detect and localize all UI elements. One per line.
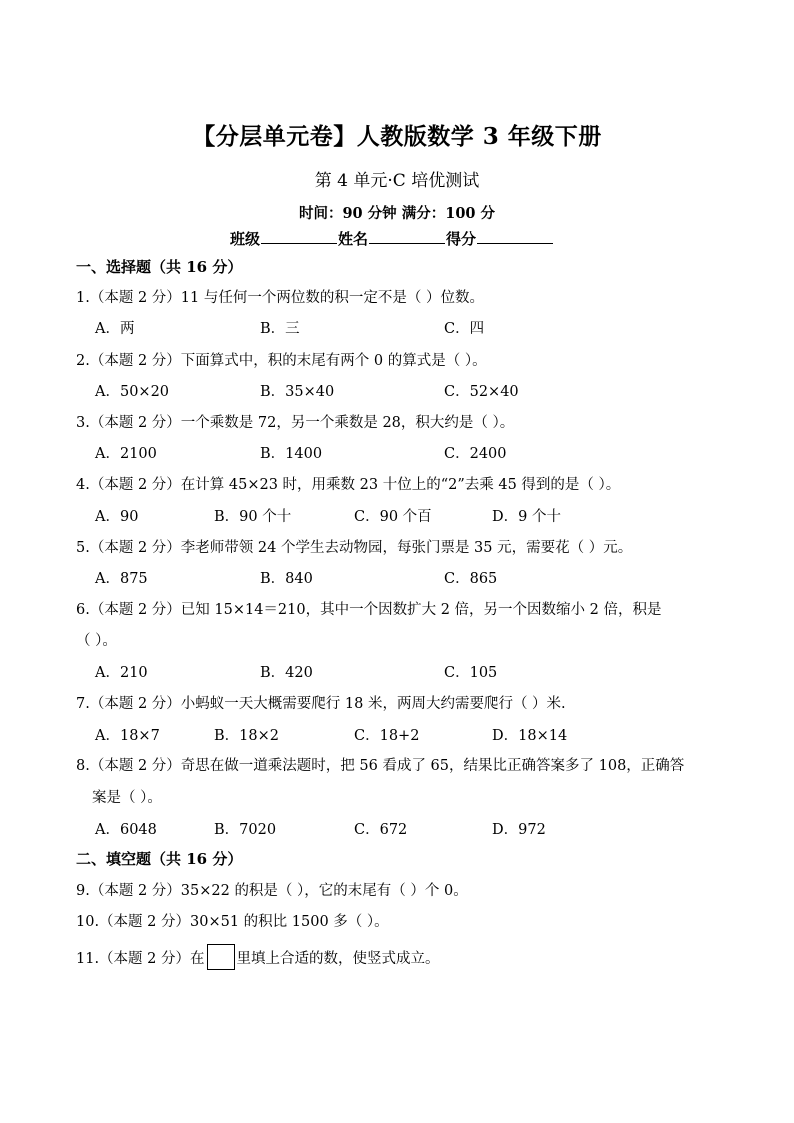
question-8-cont: 案是（ ）。 [92,790,162,806]
question-2: 2.（本题 2 分）下面算式中，积的末尾有两个 0 的算式是（ ）。 [76,353,487,369]
exam-meta: 时间：90 分钟 满分：100 分 [298,205,496,222]
class-blank[interactable] [261,229,337,244]
question-9: 9.（本题 2 分）35×22 的积是（ ），它的末尾有（ ）个 0。 [76,883,468,899]
option-4d[interactable]: D．9 个十 [492,509,561,525]
option-5b[interactable]: B．840 [260,571,313,587]
option-2c[interactable]: C．52×40 [444,384,519,400]
question-6-cont: （ ）。 [76,633,117,649]
option-6b[interactable]: B．420 [260,665,313,681]
option-5c[interactable]: C．865 [444,571,498,587]
name-label: 姓名 [338,230,369,248]
question-3: 3.（本题 2 分）一个乘数是 72，另一个乘数是 28，积大约是（ ）。 [76,415,515,431]
name-blank[interactable] [369,229,445,244]
option-6c[interactable]: C．105 [444,665,498,681]
class-label: 班级 [230,230,261,248]
question-4: 4.（本题 2 分）在计算 45×23 时，用乘数 23 十位上的“2”去乘 45 得到的是（ ）。 [76,477,621,493]
score-label: 得分 [446,230,477,248]
option-8b[interactable]: B．7020 [214,822,277,838]
option-7c[interactable]: C．18+2 [354,728,420,744]
option-7d[interactable]: D．18×14 [492,728,568,744]
question-11-before: 11.（本题 2 分）在 [76,951,205,967]
page-title: 【分层单元卷】人教版数学 3 年级下册 [192,123,602,150]
option-3c[interactable]: C．2400 [444,446,507,462]
option-3b[interactable]: B．1400 [260,446,323,462]
question-5: 5.（本题 2 分）李老师带领 24 个学生去动物园，每张门票是 35 元，需要花（ ）元。 [76,540,633,556]
option-2a[interactable]: A．50×20 [95,384,170,400]
option-2b[interactable]: B．35×40 [260,384,335,400]
question-6: 6.（本题 2 分）已知 15×14＝210，其中一个因数扩大 2 倍，另一个因数缩小 2 倍，积是 [76,602,662,618]
score-blank[interactable] [477,229,553,244]
option-4a[interactable]: A．90 [95,509,139,525]
question-11 [76,946,440,972]
option-8c[interactable]: C．672 [354,822,408,838]
option-7a[interactable]: A．18×7 [95,728,160,744]
option-1a[interactable]: A．两 [95,321,135,337]
option-6a[interactable]: A．210 [95,665,148,681]
option-8d[interactable]: D．972 [492,822,546,838]
option-5a[interactable]: A．875 [95,571,148,587]
student-info [230,228,554,249]
question-11-after: 里填上合适的数，使竖式成立。 [236,951,440,967]
option-7b[interactable]: B．18×2 [214,728,279,744]
option-1c[interactable]: C．四 [444,321,485,337]
answer-box[interactable] [207,944,235,970]
option-3a[interactable]: A．2100 [95,446,157,462]
page-subtitle: 第 4 单元·C 培优测试 [314,171,480,191]
option-1b[interactable]: B．三 [260,321,300,337]
section-title-choice: 一、选择题（共 16 分） [76,258,243,276]
option-4b[interactable]: B．90 个十 [214,509,292,525]
question-8: 8.（本题 2 分）奇思在做一道乘法题时，把 56 看成了 65，结果比正确答案多了 108，正确答 [76,758,685,774]
question-1: 1.（本题 2 分）11 与任何一个两位数的积一定不是（ ）位数。 [76,290,484,306]
question-10: 10.（本题 2 分）30×51 的积比 1500 多（ ）。 [76,914,389,930]
section-title-fill: 二、填空题（共 16 分） [76,850,243,868]
option-8a[interactable]: A．6048 [95,822,157,838]
question-7: 7.（本题 2 分）小蚂蚁一天大概需要爬行 18 米，两周大约需要爬行（ ）米. [76,696,566,712]
option-4c[interactable]: C．90 个百 [354,509,432,525]
